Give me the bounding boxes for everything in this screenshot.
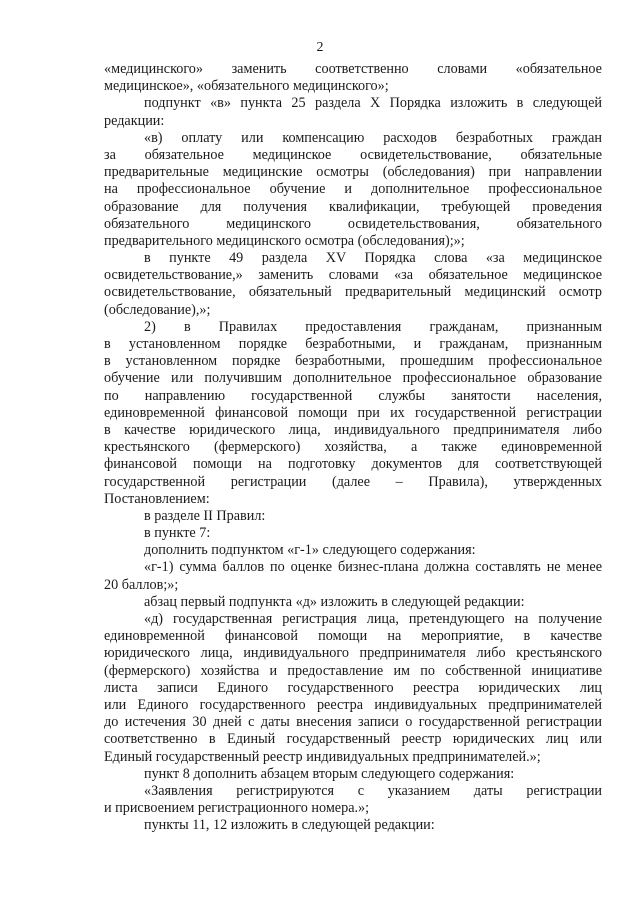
paragraph [104, 130, 602, 250]
text-line: в установленном порядке безработными, и гражданам, признанным [104, 336, 602, 352]
paragraph [104, 783, 602, 817]
paragraph [104, 95, 602, 129]
paragraph [104, 250, 602, 319]
text-line: редакции: [104, 112, 165, 129]
text-line: освидетельствование, обязательный предварительный медицинский осмотр [104, 284, 602, 301]
text-line: пункты 11, 12 изложить в следующей редакции: [144, 817, 435, 834]
text-line: образование для получения квалификации, требующей проведения [104, 198, 602, 215]
text-line: в установленном порядке безработными, прошедшим профессиональное [104, 353, 602, 370]
text-line: 20 баллов;»; [104, 576, 179, 593]
text-line: единовременной финансовой помощи при их государственной регистрации [104, 404, 602, 421]
text-line: предварительного медицинского осмотра (обследования);»; [104, 232, 465, 249]
text-line: Постановлением: [104, 490, 210, 507]
text-line: «Заявления регистрируются с указанием даты регистрации [144, 782, 602, 799]
paragraph [104, 61, 602, 95]
text-line: «в) оплату или компенсацию расходов безработных граждан [144, 129, 602, 146]
text-line: или Единого государственного реестра индивидуальных предпринимателей [104, 696, 602, 713]
text-line: 2) в Правилах предоставления гражданам, признанным [144, 318, 602, 335]
page-number: 2 [316, 40, 324, 55]
text-line: в пункте 49 раздела XV Порядка слова «за медицинское [144, 250, 602, 267]
paragraph [104, 525, 602, 542]
text-line: в качестве юридического лица, индивидуального предпринимателя либо [104, 421, 602, 438]
paragraph [104, 594, 602, 611]
paragraph [104, 611, 602, 766]
paragraph [104, 766, 602, 783]
text-line: (фермерского) хозяйства и предоставление им по собственной инициативе [104, 662, 602, 679]
text-line: подпункт «в» пункта 25 раздела X Порядка изложить в следующей [144, 95, 602, 112]
text-line: крестьянского (фермерского) хозяйства, а также единовременной [104, 439, 602, 456]
text-line: обязательного медицинского освидетельствования, обязательного [104, 215, 602, 232]
text-line: за обязательное медицинское освидетельствование, обязательные [104, 146, 602, 163]
text-line: единовременной финансовой помощи на мероприятие, в качестве [104, 628, 602, 645]
paragraph [104, 319, 602, 508]
text-line: предварительные медицинские осмотры (обследования) при направлении [104, 164, 602, 181]
text-line: на профессиональное обучение и дополнительное профессиональное [104, 181, 602, 198]
text-line: соответственно в Единый государственный реестр юридических лиц или [104, 731, 602, 748]
text-line: Единый государственный реестр индивидуальных предпринимателей.»; [104, 748, 541, 765]
text-line: и присвоением регистрационного номера.»; [104, 800, 370, 817]
document-body [104, 61, 602, 834]
text-line: государственной регистрации (далее – Правила), утвержденных [104, 473, 602, 490]
text-line: по направлению государственной службы занятости населения, [104, 387, 602, 404]
text-line: освидетельствование,» заменить словами «за обязательное медицинское [104, 267, 602, 284]
text-line: (обследование),»; [104, 301, 211, 318]
paragraph [104, 542, 602, 559]
text-line: до истечения 30 дней с даты внесения записи о государственной регистрации [104, 714, 602, 731]
text-line: финансовой помощи на подготовку документов для соответствующей [104, 456, 602, 473]
text-line: «г-1) сумма баллов по оценке бизнес-плана должна составлять не менее [144, 559, 602, 576]
text-line: «д) государственная регистрация лица, претендующего на получение [144, 611, 602, 627]
text-line: «медицинского» заменить соответственно словами «обязательное [104, 61, 602, 77]
text-line: дополнить подпунктом «г-1» следующего содержания: [144, 542, 476, 559]
text-line: пункт 8 дополнить абзацем вторым следующего содержания: [144, 765, 515, 782]
text-line: медицинское», «обязательного медицинского»; [104, 78, 389, 95]
paragraph [104, 559, 602, 593]
paragraph [104, 817, 602, 834]
text-line: листа записи Единого государственного реестра юридических лиц [104, 679, 602, 696]
text-line: в пункте 7: [144, 525, 211, 542]
text-line: в разделе II Правил: [144, 507, 266, 524]
text-line: абзац первый подпункта «д» изложить в следующей редакции: [144, 593, 525, 610]
text-line: юридического лица, индивидуального предпринимателя либо крестьянского [104, 645, 602, 662]
paragraph [104, 508, 602, 525]
text-line: обучение или получившим дополнительное профессиональное образование [104, 370, 602, 387]
